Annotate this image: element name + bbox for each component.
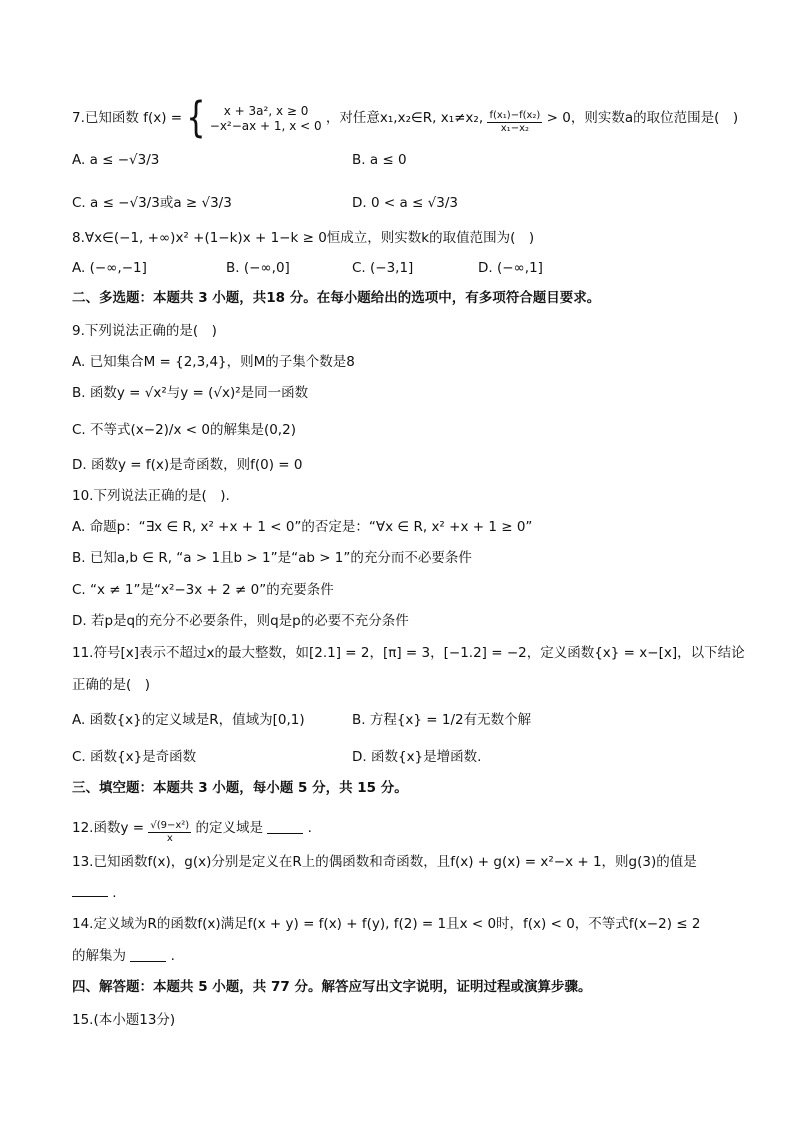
q10-option-d: D. 若p是q的充分不必要条件，则q是p的必要不充分条件: [72, 613, 409, 629]
section-4-heading: 四、解答题：本题共 5 小题，共 77 分。解答应写出文字说明，证明过程或演算步骤。: [72, 979, 592, 995]
question-11-line-1: 11.符号[x]表示不超过x的最大整数，如[2.1] = 2，[π] = 3，[−1.2] = −2，定义函数{x} = x−[x]，以下结论: [72, 645, 745, 661]
q10-option-a: A. 命题p：“∃x ∈ R, x² +x + 1 < 0”的否定是：“∀x ∈ R, x² +x + 1 ≥ 0”: [72, 519, 533, 535]
q14-answer-blank[interactable]: [130, 947, 166, 962]
question-15: 15.(本小题13分): [72, 1012, 176, 1028]
q9-option-b: B. 函数y = √x²与y = (√x)²是同一函数: [72, 385, 309, 401]
q7-brace: {: [186, 93, 206, 143]
q12-frac-num: √(9−x²): [150, 820, 190, 831]
q7-option-b: B. a ≤ 0: [352, 152, 407, 168]
q7-fraction: [487, 110, 542, 135]
q7-frac-den: x₁−x₂: [500, 123, 529, 134]
question-14: 14.定义域为R的函数f(x)满足f(x + y) = f(x) + f(y), f(2) = 1且x < 0时，f(x) < 0，不等式f(x−2) ≤ 2: [72, 916, 701, 932]
q9-option-a: A. 已知集合M = {2,3,4}，则M的子集个数是8: [72, 354, 355, 370]
q7-stem-mid: ，对任意x₁,x₂∈R, x₁≠x₂,: [325, 110, 484, 126]
q9-option-d: D. 函数y = f(x)是奇函数，则f(0) = 0: [72, 457, 303, 473]
q12-fraction: [148, 820, 191, 845]
q7-func: f(x) =: [143, 110, 183, 126]
question-9: 9.下列说法正确的是( ): [72, 323, 217, 339]
question-8: 8.∀x∈(−1, +∞)x² +(1−k)x + 1−k ≥ 0恒成立，则实数k的取值范围为( ): [72, 230, 535, 246]
q11-option-d: D. 函数{x}是增函数.: [352, 749, 482, 765]
q12-answer-blank[interactable]: [267, 819, 303, 834]
q7-option-c: C. a ≤ −√3/3或a ≥ √3/3: [72, 195, 232, 211]
question-12: [72, 818, 312, 845]
q13-tail: .: [112, 885, 117, 901]
question-7: [72, 93, 739, 143]
q12-stem-start: 12.函数y =: [72, 820, 145, 836]
q10-option-c: C. “x ≠ 1”是“x²−3x + 2 ≠ 0”的充要条件: [72, 582, 334, 598]
q14-tail: .: [170, 948, 175, 964]
q7-stem-end: > 0，则实数a的取位范围是( ): [546, 110, 739, 126]
q12-tail: .: [307, 820, 312, 836]
q11-option-b: B. 方程{x} = 1/2有无数个解: [352, 712, 532, 728]
q10-option-b: B. 已知a,b ∈ R, “a > 1且b > 1”是“ab > 1”的充分而不必要条件: [72, 550, 472, 566]
q11-option-a: A. 函数{x}的定义域是R，值域为[0,1): [72, 712, 305, 728]
q7-cases: [210, 104, 322, 134]
q8-option-c: C. (−3,1]: [352, 260, 414, 276]
q7-frac-num: f(x₁)−f(x₂): [489, 110, 541, 121]
q11-option-c: C. 函数{x}是奇函数: [72, 749, 197, 765]
section-3-heading: 三、填空题：本题共 3 小题，每小题 5 分，共 15 分。: [72, 780, 408, 796]
q7-option-a: A. a ≤ −√3/3: [72, 152, 160, 168]
q13-answer-blank[interactable]: [72, 882, 108, 897]
q8-option-d: D. (−∞,1]: [478, 260, 543, 276]
q12-stem-end: 的定义域是: [195, 820, 263, 836]
question-11-line-2: 正确的是( ): [72, 677, 151, 693]
q12-frac-den: x: [166, 833, 173, 844]
q7-case-1: x + 3a², x ≥ 0: [223, 104, 309, 118]
q7-stem-start: 7.已知函数: [72, 110, 139, 126]
q8-option-a: A. (−∞,−1]: [72, 260, 147, 276]
q8-option-b: B. (−∞,0]: [226, 260, 290, 276]
q13-answer-line: [72, 882, 117, 903]
q14-line-2: 的解集为: [72, 948, 126, 964]
q7-option-d: D. 0 < a ≤ √3/3: [352, 195, 458, 211]
question-13: 13.已知函数f(x)，g(x)分别是定义在R上的偶函数和奇函数，且f(x) + g(x) = x²−x + 1，则g(3)的值是: [72, 854, 697, 870]
q7-case-2: −x²−ax + 1, x < 0: [209, 119, 322, 133]
q14-answer-line: [72, 946, 175, 966]
question-10: 10.下列说法正确的是( ).: [72, 488, 230, 504]
q9-option-c: C. 不等式(x−2)/x < 0的解集是(0,2): [72, 422, 296, 438]
section-2-heading: 二、多选题：本题共 3 小题，共18 分。在每小题给出的选项中，有多项符合题目要求。: [72, 290, 601, 306]
